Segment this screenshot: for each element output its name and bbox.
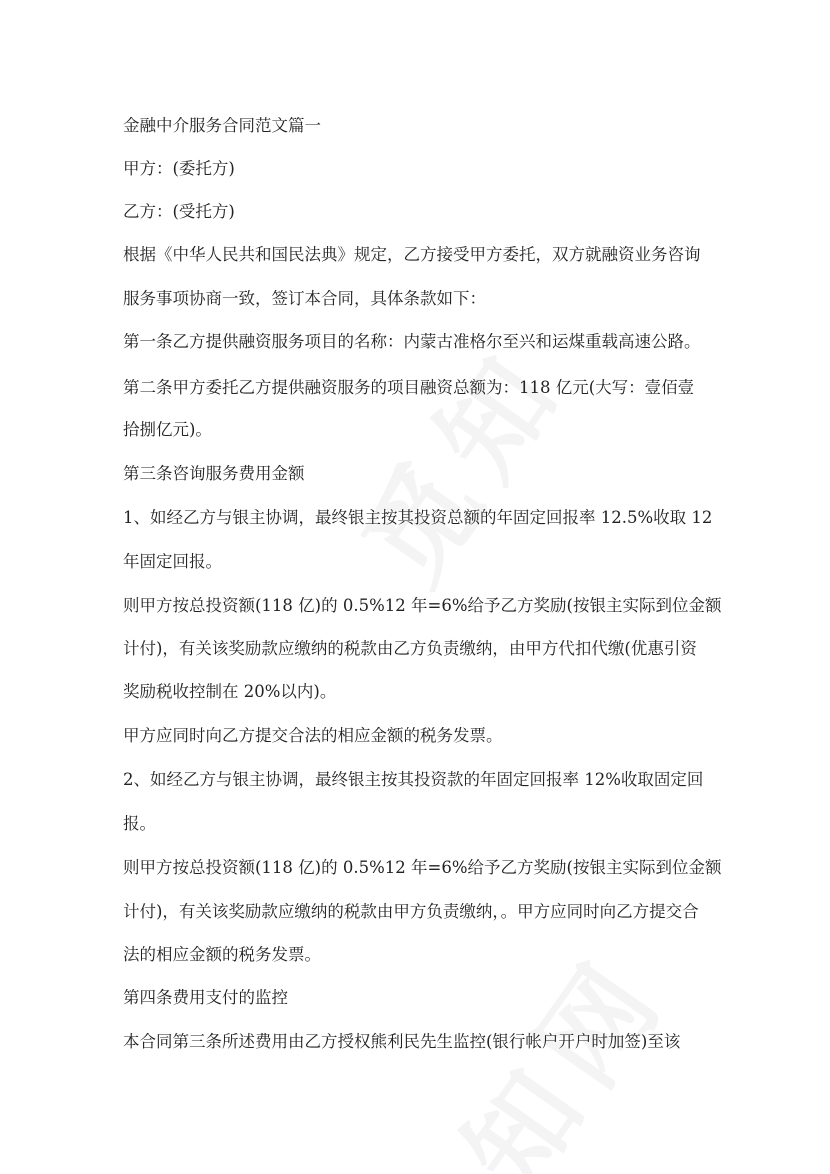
watermark-text-upper <box>320 309 596 609</box>
doc-line: 奖励税收控制在 20%以内)。 <box>123 682 337 701</box>
doc-line: 拾捌亿元)。 <box>123 420 212 439</box>
doc-line: 则甲方按总投资额(118 亿)的 0.5%12 年=6%给予乙方奖励(按银主实际到位金额 <box>123 858 722 877</box>
doc-line: 乙方：(受托方) <box>123 202 235 221</box>
doc-line: 第二条甲方委托乙方提供融资服务的项目融资总额为：118 亿元(大写：壹佰壹 <box>123 378 695 397</box>
doc-line: 则甲方按总投资额(118 亿)的 0.5%12 年=6%给予乙方奖励(按银主实际到位金额 <box>123 596 722 615</box>
doc-title: 金融中介服务合同范文篇一 <box>123 116 321 135</box>
doc-section-heading: 第四条费用支付的监控 <box>123 988 288 1007</box>
doc-line: 计付)，有关该奖励款应缴纳的税款由乙方负责缴纳，由甲方代扣代缴(优惠引资 <box>123 639 697 658</box>
doc-line: 第一条乙方提供融资服务项目的名称：内蒙古准格尔至兴和运煤重载高速公路。 <box>123 332 701 351</box>
doc-line: 本合同第三条所述费用由乙方授权熊利民先生监控(银行帐户开户时加签)至该 <box>123 1032 681 1051</box>
doc-line: 计付)，有关该奖励款应缴纳的税款由甲方负责缴纳，。甲方应同时向乙方提交合 <box>123 902 699 921</box>
doc-line: 1、如经乙方与银主协调，最终银主按其投资总额的年固定回报率 12.5%收取 12 <box>123 508 713 527</box>
doc-line: 报。 <box>123 814 156 833</box>
doc-line: 甲方：(委托方) <box>123 159 235 178</box>
doc-line: 年固定回报。 <box>123 552 222 571</box>
doc-line: 服务事项协商一致，签订本合同，具体条款如下： <box>123 289 486 308</box>
doc-line: 法的相应金额的税务发票。 <box>123 945 321 964</box>
doc-section-heading: 第三条咨询服务费用金额 <box>123 464 305 483</box>
doc-line: 根据《中华人民共和国民法典》规定，乙方接受甲方委托，双方就融资业务咨询 <box>123 245 701 264</box>
doc-line: 甲方应同时向乙方提交合法的相应金额的税务发票。 <box>123 726 503 745</box>
doc-line: 2、如经乙方与银主协调，最终银主按其投资款的年固定回报率 12%收取固定回 <box>123 770 704 789</box>
